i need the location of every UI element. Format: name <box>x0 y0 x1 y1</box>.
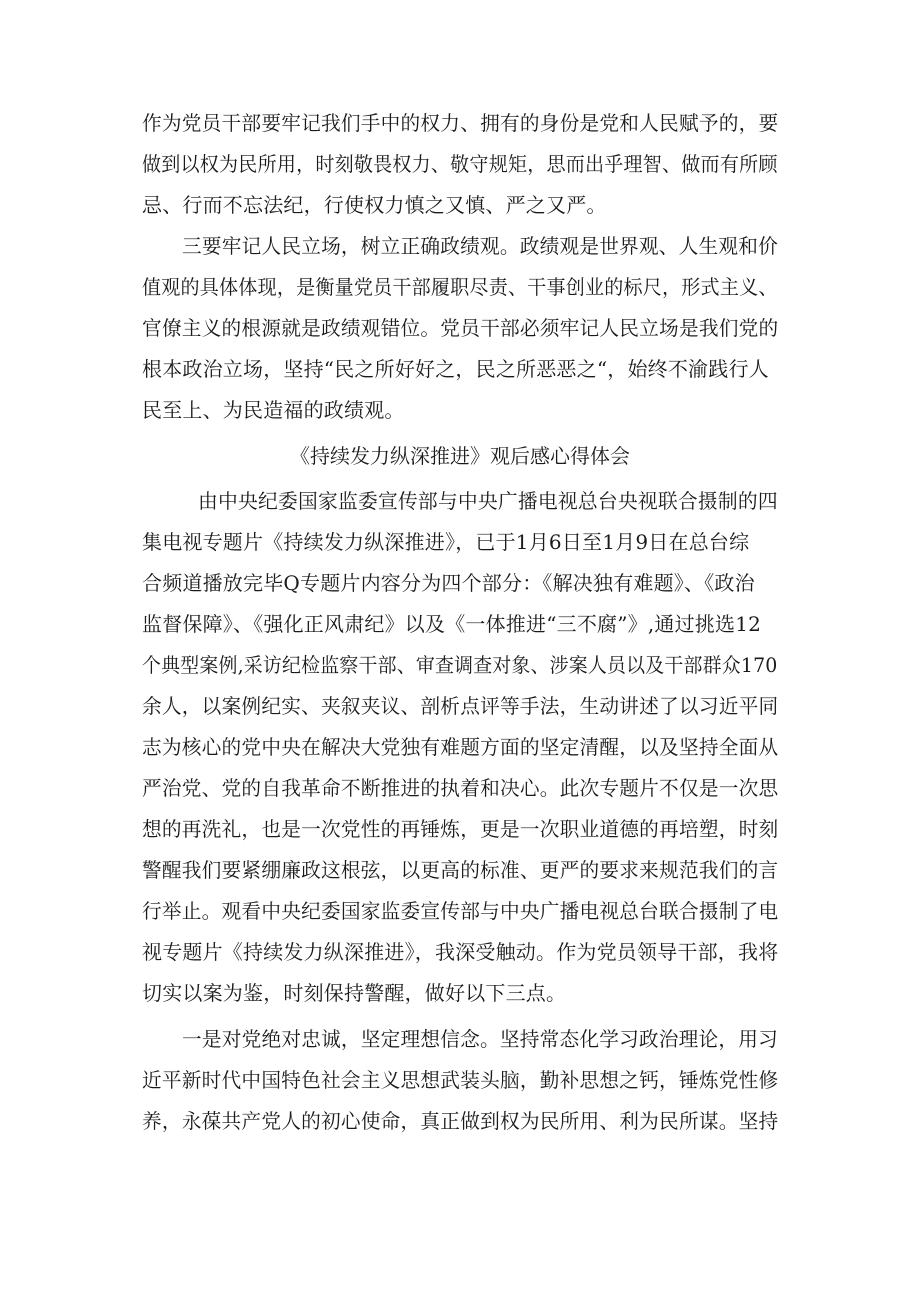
paragraph-line: 忌、行而不忘法纪，行使权力慎之又慎、严之又严。 <box>142 193 607 217</box>
paragraph-line: 严治党、党的自我革命不断推进的执着和决心。此次专题片不仅是一次思 <box>142 776 779 800</box>
paragraph-line: 民至上、为民造福的政绩观。 <box>142 398 405 422</box>
section-title: 《持续发力纵深推进》观后感心得体会 <box>290 444 630 468</box>
paragraph-line: 三要牢记人民立场，树立正确政绩观。政绩观是世界观、人生观和价 <box>182 234 779 258</box>
paragraph-line: 根本政治立场，坚持“民之所好好之，民之所恶恶之“，始终不渝践行人 <box>142 357 769 381</box>
paragraph-line: 由中央纪委国家监委宣传部与中央广播电视总台央视联合摄制的四 <box>198 489 778 513</box>
paragraph-line: 视专题片《持续发力纵深推进》，我深受触动。作为党员领导干部，我将 <box>142 940 779 964</box>
paragraph-line: 行举止。观看中央纪委国家监委宣传部与中央广播电视总台联合摄制了电 <box>142 899 779 923</box>
paragraph-line: 警醒我们要紧绷廉政这根弦，以更高的标准、更严的要求来规范我们的言 <box>142 858 779 882</box>
paragraph-line: 养，永葆共产党人的初心使命，真正做到权为民所用、利为民所谋。坚持 <box>142 1109 779 1133</box>
paragraph-line: 值观的具体体现，是衡量党员干部履职尽责、干事创业的标尺，形式主义、 <box>142 275 778 299</box>
paragraph-line: 做到以权为民所用，时刻敬畏权力、敬守规矩，思而出乎理智、做而有所顾 <box>142 152 778 176</box>
paragraph-line: 作为党员干部要牢记我们手中的权力、拥有的身份是党和人民赋予的，要 <box>142 111 779 135</box>
paragraph-line: 志为核心的党中央在解决大党独有难题方面的坚定清醒，以及坚持全面从 <box>142 735 779 759</box>
paragraph-line: 切实以案为鉴，时刻保持警醒，做好以下三点。 <box>142 981 567 1005</box>
paragraph-line: 想的再洗礼，也是一次党性的再锤炼，更是一次职业道德的再培塑，时刻 <box>142 817 779 841</box>
paragraph-line: 监督保障》、《强化正风肃纪》以及《一体推进“三不腐”》,通过挑选12 <box>142 612 762 636</box>
paragraph-line: 余人，以案例纪实、夹叙夹议、剖析点评等手法，生动讲述了以习近平同 <box>142 694 779 718</box>
paragraph-line: 近平新时代中国特色社会主义思想武装头脑，勤补思想之钙，锤炼党性修 <box>142 1068 779 1092</box>
paragraph-line: 个典型案例,采访纪检监察干部、审查调查对象、涉案人员以及干部群众170 <box>142 653 778 677</box>
paragraph-line: 合频道播放完毕Q专题片内容分为四个部分：《解决独有难题》、《政治 <box>142 571 755 595</box>
paragraph-line: 一是对党绝对忠诚，坚定理想信念。坚持常态化学习政治理论，用习 <box>182 1027 779 1051</box>
paragraph-line: 集电视专题片《持续发力纵深推进》，已于1月6日至1月9日在总台综 <box>142 530 750 554</box>
paragraph-line: 官僚主义的根源就是政绩观错位。党员干部必须牢记人民立场是我们党的 <box>142 316 779 340</box>
